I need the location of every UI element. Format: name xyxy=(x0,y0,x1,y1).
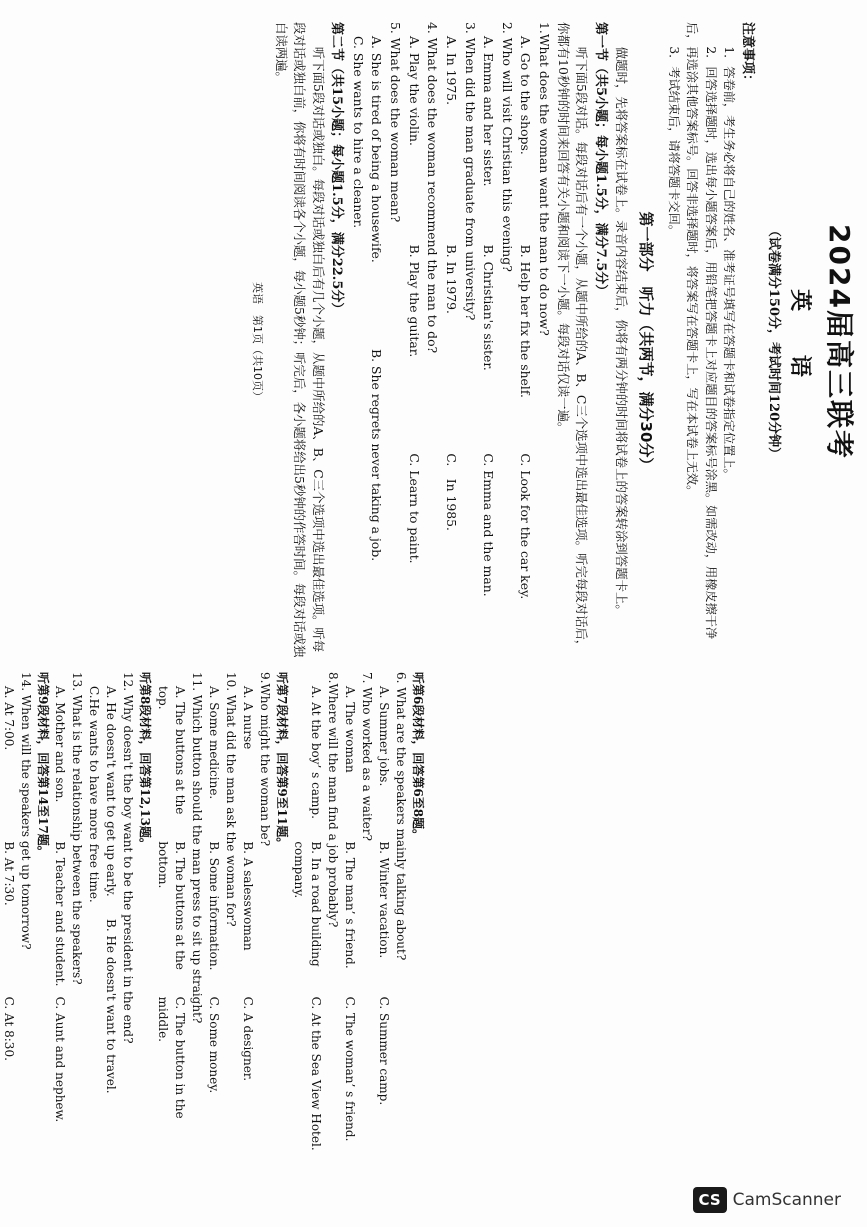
question-text: 12. Why doesn't the boy want to be the president in the end? xyxy=(121,672,136,1044)
exam-title: 2024届高三联考 xyxy=(823,224,856,460)
option-a: A. He doesn't want to get up early. xyxy=(104,686,119,897)
question-text: 8.Where will the man find a job probably? xyxy=(325,672,340,928)
option-b: B. Play the guitar. xyxy=(406,244,422,358)
option-a: A. Summer jobs. xyxy=(376,686,391,787)
material-heading: 听第7段材料，回答第9至11题。 xyxy=(274,672,289,850)
material-heading: 听第9段材料，回答第14至17题。 xyxy=(36,672,51,858)
camscanner-label: CamScanner xyxy=(732,1190,841,1210)
option-c: C. She wants to hire a cleaner. xyxy=(350,36,366,229)
option-b: B. He doesn't want to travel. xyxy=(104,919,119,1094)
camscanner-logo-icon: CS xyxy=(693,1187,727,1213)
option-a: A. Mother and son. xyxy=(53,686,68,803)
option-a: A. A nurse xyxy=(240,686,255,750)
part-intro: 做题时，先将答案标在试卷上。录音内容结束后，你将有两分钟的时间将试卷上的答案转涂到答题卡上。 xyxy=(614,46,630,617)
option-a: A. At 7:00. xyxy=(2,686,17,751)
material-heading: 听第8段材料，回答第12,13题。 xyxy=(138,672,153,850)
question-text: 13. What is the relationship between the speakers? xyxy=(70,672,85,985)
camscanner-watermark xyxy=(693,1187,841,1213)
option-a: A. Emma and her sister. xyxy=(481,36,497,187)
material-heading: 听第6段材料，回答第6至8题。 xyxy=(411,672,425,842)
notice-item: 2．回答选择题时，选出每小题答案后，用铅笔把答题卡上对应题目的答案标号涂黑。如需改动，用橡皮擦干净后，再选涂其他答案标号。回答非选择题时，将答案写在答题卡上，写在本试卷上无效。 xyxy=(685,22,718,640)
question-text: 9.Who might the woman be? xyxy=(257,672,272,847)
notice-item: 3．考试结束后，请将答题卡交回。 xyxy=(667,46,682,237)
list-item xyxy=(516,22,553,662)
option-a: A. Play the violin. xyxy=(406,36,422,146)
option-b: B. The man’ s friend. xyxy=(342,841,357,969)
question-list xyxy=(404,22,553,662)
option-b: B. She regrets never taking a job. xyxy=(369,349,385,562)
question-text: 4. What does the woman recommend the man to do? xyxy=(425,22,441,354)
question-text: 1.What does the woman want the man to do now? xyxy=(536,22,552,336)
option-b: B. At 7:30. xyxy=(2,841,17,906)
notice-item: 1．答卷前，考生务必将自己的姓名、准考证号填写在答题卡和试卷指定位置上。 xyxy=(722,46,736,481)
option-c: C. Learn to paint. xyxy=(406,453,422,564)
option-c: C. Aunt and nephew. xyxy=(53,996,68,1123)
option-c: C. In 1985. xyxy=(443,453,459,531)
option-c: C. Summer camp. xyxy=(376,996,391,1106)
option-c: C. The button in the middle. xyxy=(155,996,187,1119)
question-text: 7. Who worked as a waiter? xyxy=(359,672,374,841)
exam-page-2 xyxy=(0,662,430,1162)
option-c: C. At the Sea View Hotel. xyxy=(308,996,323,1151)
option-a: A. Go to the shops. xyxy=(518,36,534,155)
section-heading: 第二节（共15小题；每小题1.5分，满分22.5分） xyxy=(329,22,345,316)
part-title: 第一部分 听力（共两节，满分30分） xyxy=(636,211,655,473)
exam-subject: 英 语 xyxy=(787,289,812,395)
option-b: B. Help her fix the shelf. xyxy=(518,244,534,398)
option-a: A. The woman xyxy=(342,686,357,773)
question-text: 2. Who will visit Christian this evening? xyxy=(499,22,515,272)
option-c: C. Some money. xyxy=(206,996,221,1094)
option-b: B. A salesswoman xyxy=(240,841,255,951)
option-c: C. At 8:30. xyxy=(2,996,17,1061)
question-text: 6. What are the speakers mainly talking about? xyxy=(393,672,408,961)
section-heading: 第一节（共5小题；每小题1.5分，满分7.5分） xyxy=(592,22,608,298)
option-b: B. In 1979. xyxy=(443,244,459,314)
option-b: B. In a road building company. xyxy=(291,841,323,967)
question-text: 14. When will the speakers get up tomorrow? xyxy=(19,672,34,950)
question-text: 10. What did the man ask the woman for? xyxy=(223,672,238,927)
option-a: A. In 1975. xyxy=(443,36,459,106)
option-c: C. Emma and the man. xyxy=(481,453,497,597)
option-a: A. The buttons at the top. xyxy=(155,686,187,815)
exam-note: （试卷满分150分，考试时间120分钟） xyxy=(766,223,781,461)
option-b: B. Some information. xyxy=(206,841,221,971)
list-item xyxy=(479,22,516,662)
option-c: C. Look for the car key. xyxy=(518,453,534,600)
option-a: A. She is tired of being a housewife. xyxy=(369,36,385,263)
option-b: B. Christian's sister. xyxy=(481,244,497,371)
question-text: 3. When did the man graduate from university? xyxy=(462,22,478,321)
list-item xyxy=(441,22,478,662)
option-a: A. At the boy’ s camp. xyxy=(308,686,323,819)
option-b: B. Winter vacation. xyxy=(376,841,391,959)
option-a: A. Some medicine. xyxy=(206,686,221,800)
option-c: C.He wants to have more free time. xyxy=(87,686,102,903)
question-text: 11. Which button should the man press to sit up straight? xyxy=(189,672,204,1024)
exam-page-1 xyxy=(250,12,866,672)
section-intro: 听下面5段对话。每段对话后有一个小题，从题中所给的A、B、C三个选项中选出最佳选项。听完每段对话后，你都有10秒钟的时间来回答有关小题和阅读下一小题。每段对话仅读一遍。 xyxy=(555,22,590,653)
notice-heading: 注意事项： xyxy=(740,22,756,88)
question-text: 5. What does the woman mean? xyxy=(388,22,404,223)
option-c: C. The woman’ s friend. xyxy=(342,996,357,1142)
option-b: B. The buttons at the bottom. xyxy=(155,841,187,970)
page-footer: 英语 第1页（共10页） xyxy=(250,282,264,402)
section-intro: 听下面5段对话或独白。每段对话或独白后有几个小题，从题中所给的A、B、C三个选项中选出最佳选项。听每段对话或独白前，你将有时间阅读各个小题，每小题5秒钟；听完后，各小题将给出5秒钟的作答时间。每段对话或独白读两遍。 xyxy=(273,22,326,658)
option-c: C. A designer. xyxy=(240,996,255,1082)
list-item xyxy=(404,22,441,662)
option-b: B. Teacher and student. xyxy=(53,841,68,987)
